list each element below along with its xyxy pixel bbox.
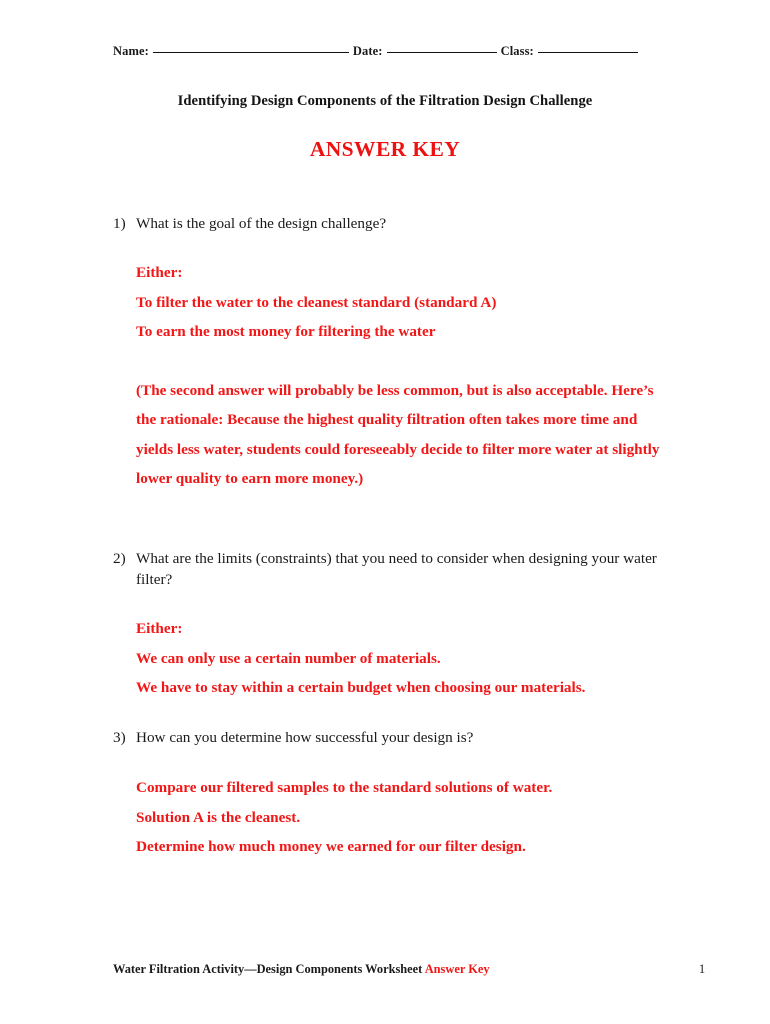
question-2-number: 2) bbox=[113, 550, 126, 567]
question-1 bbox=[0, 213, 770, 234]
answer-line: Solution A is the cleanest. bbox=[136, 808, 301, 826]
page-number: 1 bbox=[698, 962, 706, 976]
class-blank-line bbox=[538, 52, 638, 53]
date-blank-line bbox=[387, 52, 497, 53]
answer-line: We have to stay within a certain budget when choosing our materials. bbox=[136, 679, 586, 696]
name-label: Name: bbox=[113, 44, 149, 58]
question-1-number: 1) bbox=[113, 215, 126, 232]
question-block-2 bbox=[0, 548, 770, 703]
question-3 bbox=[0, 727, 770, 748]
name-blank-line bbox=[153, 52, 349, 53]
class-label: Class: bbox=[500, 44, 534, 58]
answer-line: Determine how much money we earned for our filter design. bbox=[136, 838, 526, 855]
answer-key-heading: ANSWER KEY bbox=[309, 137, 461, 161]
answers-2 bbox=[0, 614, 770, 703]
footer bbox=[113, 962, 713, 977]
question-block-3 bbox=[0, 727, 770, 862]
answer-line: Compare our filtered samples to the standard solutions of water. bbox=[136, 779, 553, 796]
question-1-text: What is the goal of the design challenge? bbox=[136, 215, 387, 232]
date-label: Date: bbox=[352, 44, 383, 58]
footer-answer-key-label: Answer Key bbox=[424, 962, 490, 976]
question-2-text: What are the limits (constraints) that you need to consider when designing your water filter? bbox=[136, 550, 657, 588]
question-3-number: 3) bbox=[113, 729, 126, 746]
student-info-header bbox=[113, 44, 713, 59]
question-2 bbox=[0, 548, 770, 590]
question-block-1 bbox=[0, 213, 770, 494]
answer-line: Either: bbox=[136, 620, 183, 637]
answers-1 bbox=[0, 258, 770, 494]
answers-3 bbox=[0, 773, 770, 862]
answer-line: To earn the most money for filtering the water bbox=[136, 323, 436, 340]
footer-text: Water Filtration Activity—Design Components Worksheet bbox=[113, 962, 425, 976]
answer-note-1: (The second answer will probably be less common, but is also acceptable. Here’s the rationale: Because the highest quality filtration often takes more time and yields less water, students could foreseeably decide to filter more water at slightly lower quality to earn more money.) bbox=[136, 381, 660, 487]
answer-line: We can only use a certain number of materials. bbox=[136, 649, 441, 667]
page-title: Identifying Design Components of the Filtration Design Challenge bbox=[177, 93, 593, 109]
answer-line: Either: bbox=[136, 264, 183, 281]
answer-line: To filter the water to the cleanest standard (standard A) bbox=[136, 293, 497, 311]
question-3-text: How can you determine how successful your design is? bbox=[136, 729, 474, 746]
